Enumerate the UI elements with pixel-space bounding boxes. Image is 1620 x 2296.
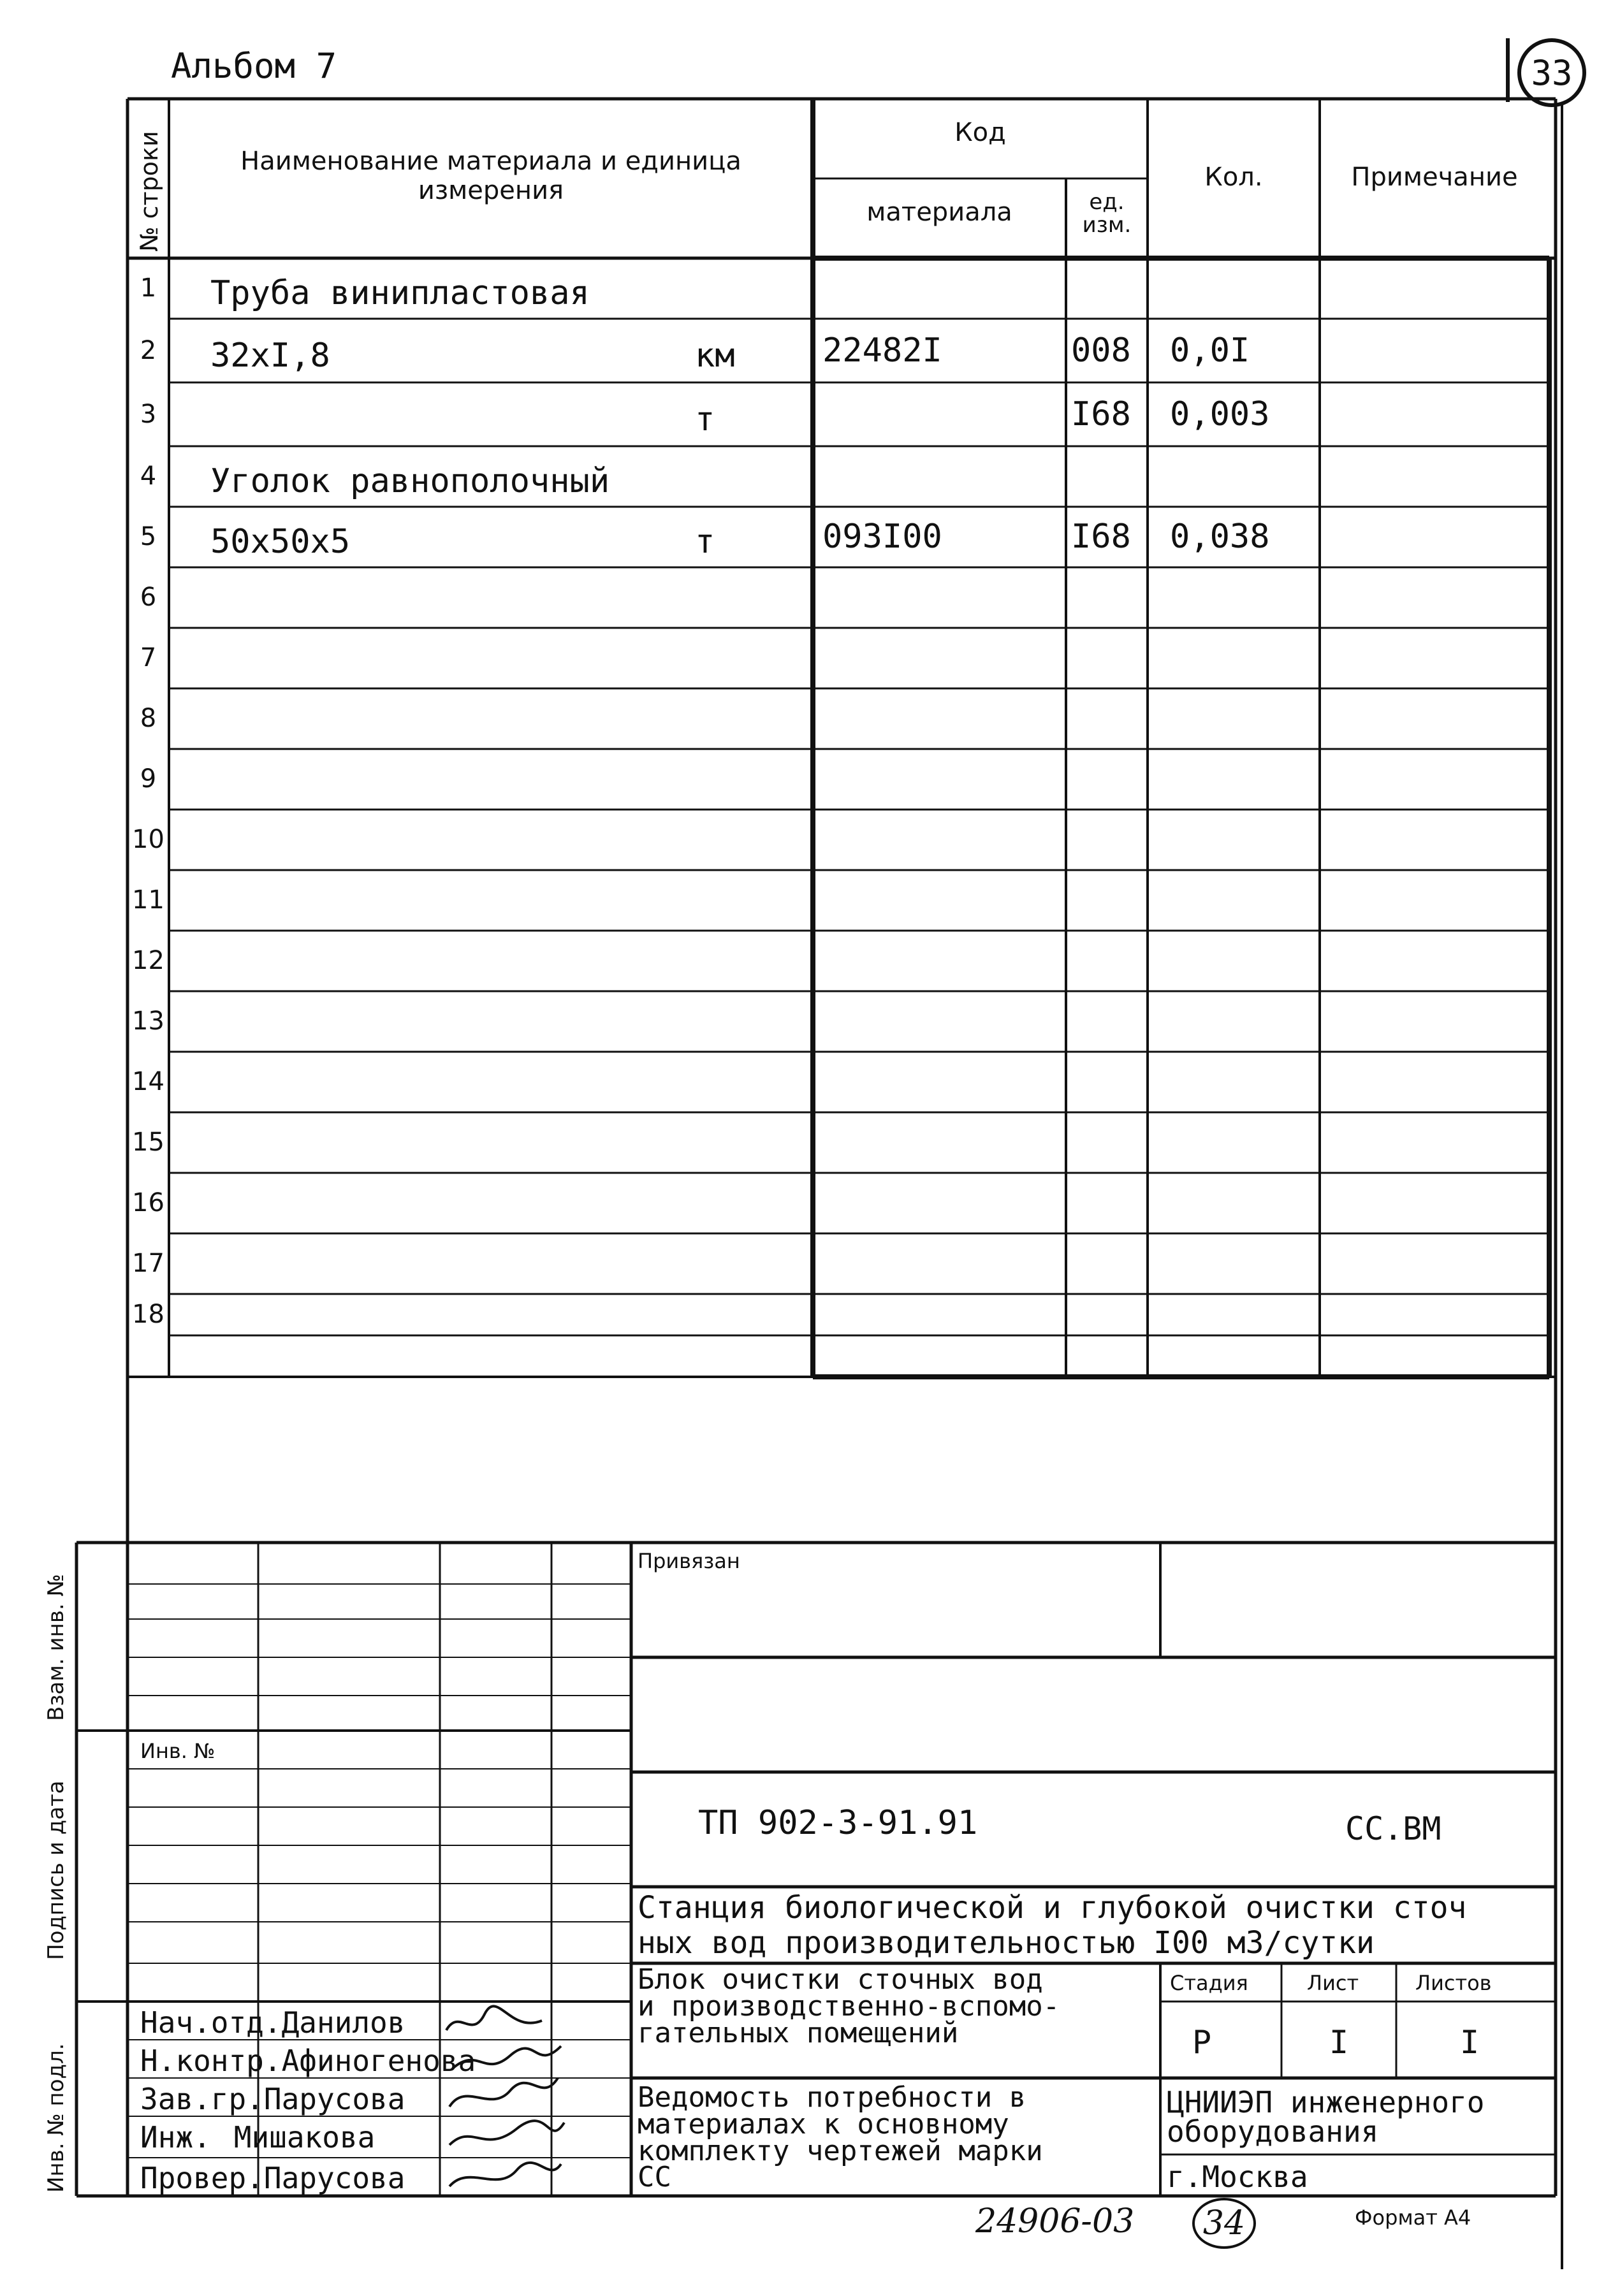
header-quantity: Кол. <box>1204 163 1263 192</box>
signatures <box>440 2002 567 2199</box>
organization-city: г.Москва <box>1167 2160 1308 2194</box>
cell-unit-code: I68 <box>1071 395 1131 433</box>
person-4: Инж. Мишакова <box>140 2120 376 2154</box>
project-title-line-1: Станция биологической и глубокой очистки сточ <box>638 1890 1467 1926</box>
row-number: 13 <box>132 1006 164 1036</box>
cell-material-name: Уголок равнополочный <box>210 462 610 500</box>
row-number: 17 <box>132 1249 164 1278</box>
header-code: Код <box>954 118 1006 147</box>
person-3: Зав.гр.Парусова <box>140 2082 405 2116</box>
format-label: Формат А4 <box>1355 2205 1471 2230</box>
row-number: 7 <box>140 643 157 672</box>
document-mark: СС.ВМ <box>1345 1810 1441 1847</box>
row-number: 4 <box>140 461 157 491</box>
cell-quantity: 0,038 <box>1170 518 1270 556</box>
cell-material-name: 32хI,8 <box>210 337 330 375</box>
cell-unit: т <box>695 400 715 439</box>
row-number: 10 <box>132 825 164 854</box>
row-number: 15 <box>132 1128 164 1157</box>
cell-material-code: 093I00 <box>822 518 942 556</box>
row-number: 12 <box>132 946 164 975</box>
row-number: 16 <box>132 1188 164 1217</box>
cell-unit: км <box>695 337 735 375</box>
cell-quantity: 0,0I <box>1170 331 1250 370</box>
row-number: 1 <box>140 273 157 303</box>
side-label-vzam-inv: Взам. инв. № <box>43 1574 69 1721</box>
sheet-label: Лист <box>1307 1971 1359 1995</box>
organization: ЦНИИЭП инженерного оборудования <box>1167 2085 1485 2149</box>
block-title: Блок очистки сточных вод и производственно-вспомо- гательных помещений <box>638 1963 1060 2049</box>
page-circle: 34 <box>1192 2198 1256 2249</box>
row-number: 8 <box>140 704 157 733</box>
cell-material-name: 50х50х5 <box>210 523 351 561</box>
cell-unit-code: 008 <box>1071 331 1131 370</box>
stage-value: Р <box>1192 2024 1212 2061</box>
row-number: 2 <box>140 336 157 365</box>
row-number: 9 <box>140 764 157 794</box>
person-1: Нач.отд.Данилов <box>140 2005 405 2040</box>
cell-material-code: 22482I <box>822 331 942 370</box>
cell-quantity: 0,003 <box>1170 395 1270 433</box>
cell-unit: т <box>695 523 715 561</box>
row-number: 18 <box>132 1300 164 1329</box>
person-5: Провер.Парусова <box>140 2161 405 2195</box>
row-number: 11 <box>132 885 164 915</box>
row-number: 5 <box>140 522 157 551</box>
sheet-value: I <box>1329 2024 1349 2061</box>
header-note: Примечание <box>1351 163 1518 192</box>
header-material-code: материала <box>866 198 1012 227</box>
header-unit-code: ед. изм. <box>1082 189 1132 238</box>
cell-material-name: Труба винипластовая <box>210 274 590 312</box>
archive-number: 24906-03 <box>975 2202 1135 2241</box>
document-code: ТП 902-3-91.91 <box>698 1804 978 1842</box>
row-number: 14 <box>132 1067 164 1096</box>
row-number: 6 <box>140 583 157 612</box>
side-label-sign-date: Подпись и дата <box>43 1780 69 1960</box>
inv-no-label: Инв. № <box>140 1739 215 1763</box>
side-label-inv-podl: Инв. № подл. <box>43 2043 69 2193</box>
privyazan-label: Привязан <box>638 1549 740 1573</box>
document-title: Ведомость потребности в материалах к основному комплекту чертежей марки СС <box>638 2081 1043 2194</box>
row-number: 3 <box>140 400 157 429</box>
person-2: Н.контр.Афиногенова <box>140 2044 476 2078</box>
cell-unit-code: I68 <box>1071 518 1131 556</box>
album-label: Альбом 7 <box>171 46 337 86</box>
header-material-name: Наименование материала и единица измерения <box>240 147 741 205</box>
sheets-label: Листов <box>1415 1971 1492 1995</box>
stage-label: Стадия <box>1170 1971 1248 1995</box>
project-title-line-2: ных вод производительностью I00 м3/сутки <box>638 1925 1375 1961</box>
header-row-number: № строки <box>135 131 163 252</box>
page-number: 33 <box>1517 38 1586 107</box>
sheets-value: I <box>1460 2024 1480 2061</box>
